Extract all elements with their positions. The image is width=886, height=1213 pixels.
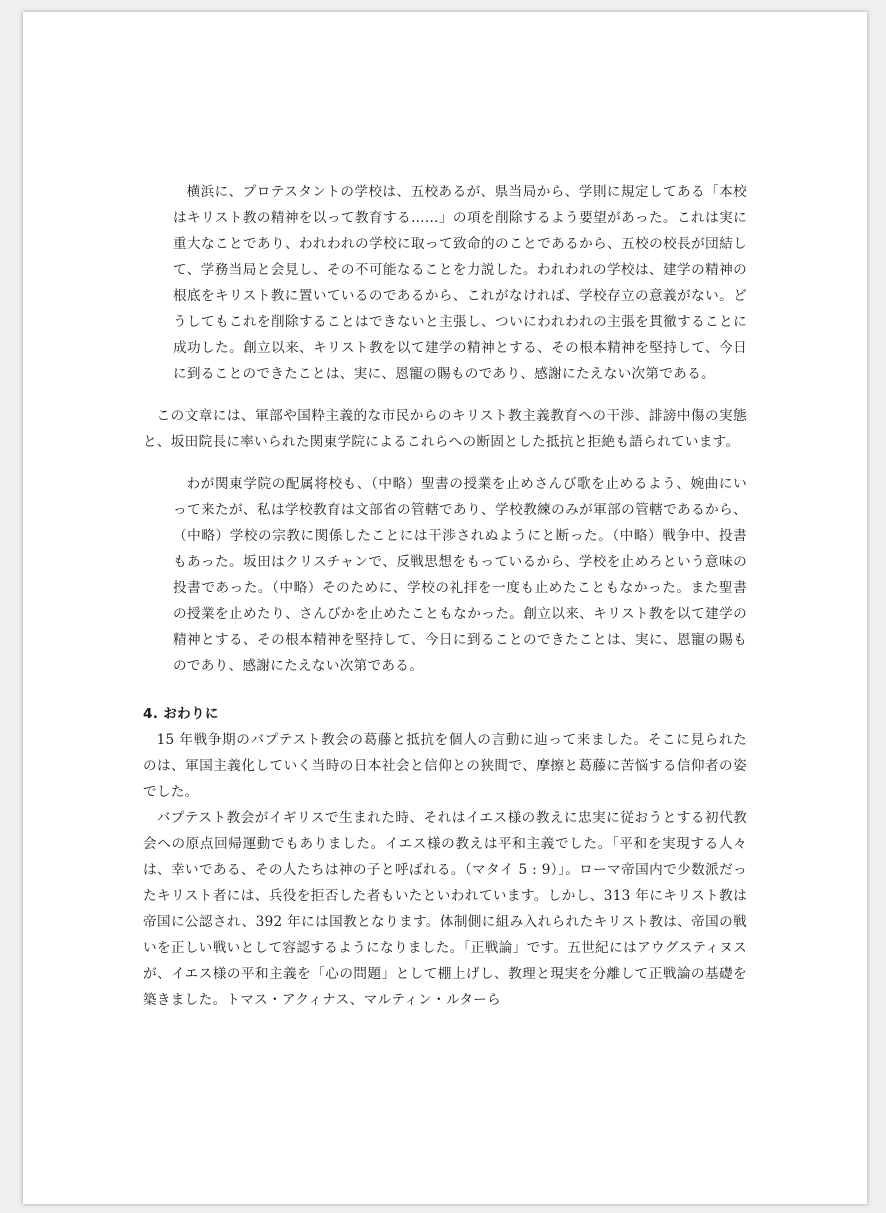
body-paragraph-1: この文章には、軍部や国粋主義的な市民からのキリスト教主義教育への干渉、誹謗中傷の実態と、坂田院長に率いられた関東学院によるこれらへの断固とした抵抗と拒絶も語られています。 [143, 408, 747, 450]
section-paragraph-1: 15 年戦争期のバプテスト教会の葛藤と抵抗を個人の言動に辿って来ました。そこに見られたのは、軍国主義化していく当時の日本社会と信仰との狭間で、摩擦と葛藤に苦悩する信仰者の姿でした。 [143, 732, 747, 800]
section-heading: 4. おわりに [143, 706, 219, 722]
block-quote-1: 横浜に、プロテスタントの学校は、五校あるが、県当局から、学則に規定してある「本校はキリスト教の精神を以って教育する……」の項を削除するよう要望があった。これは実に重大なことであり、われわれの学校に取って致命的のことであるから、五校の校長が団結して、学務当局と会見し、その不可能なることを力説した。われわれの学校は、建学の精神の根底をキリスト教に置いているのであるから、これがなければ、学校存立の意義がない。どうしてもこれを削除することはできないと主張し、ついにわれわれの主張を貫徹することに成功した。創立以来、キリスト教を以て建学の精神とする、その根本精神を堅持して、今日に到ることのできたことは、実に、恩寵の賜ものであり、感謝にたえない次第である。 [173, 184, 747, 382]
section-paragraph-2: バプテスト教会がイギリスで生まれた時、それはイエス様の教えに忠実に従おうとする初代教会への原点回帰運動でもありました。イエス様の教えは平和主義でした。「平和を実現する人々は、幸いである、その人たちは神の子と呼ばれる。（マタイ 5 : 9）」。ローマ帝国内で少数派だったキリスト者には、兵役を拒否した者もいたといわれています。しかし、313 年にキリスト教は帝国に公認され、392 年には国教となります。体制側に組み入れられたキリスト教は、帝国の戦いを正しい戦いとして容認するようになりました。「正戦論」です。五世紀にはアウグスティヌスが、イエス様の平和主義を「心の問題」として棚上げし、教理と現実を分離して正戦論の基礎を築きました。トマス・アクィナス、マルティン・ルターら [143, 810, 747, 1008]
block-quote-2: わが関東学院の配属将校も、（中略）聖書の授業を止めさんび歌を止めるよう、婉曲にいって来たが、私は学校教育は文部省の管轄であり、学校教練のみが軍部の管轄であるから、（中略）学校の宗教に関係したことには干渉されぬようにと断った。（中略）戦争中、投書もあった。坂田はクリスチャンで、反戦思想をもっているから、学校を止めろという意味の投書であった。（中略）そのために、学校の礼拝を一度も止めたこともなかった。また聖書の授業を止めたり、さんびかを止めたこともなかった。創立以来、キリスト教を以て建学の精神とする、その根本精神を堅持して、今日に到ることのできたことは、実に、恩寵の賜ものであり、感謝にたえない次第である。 [173, 476, 747, 674]
document-page [23, 12, 867, 1204]
page-content [143, 179, 747, 1013]
